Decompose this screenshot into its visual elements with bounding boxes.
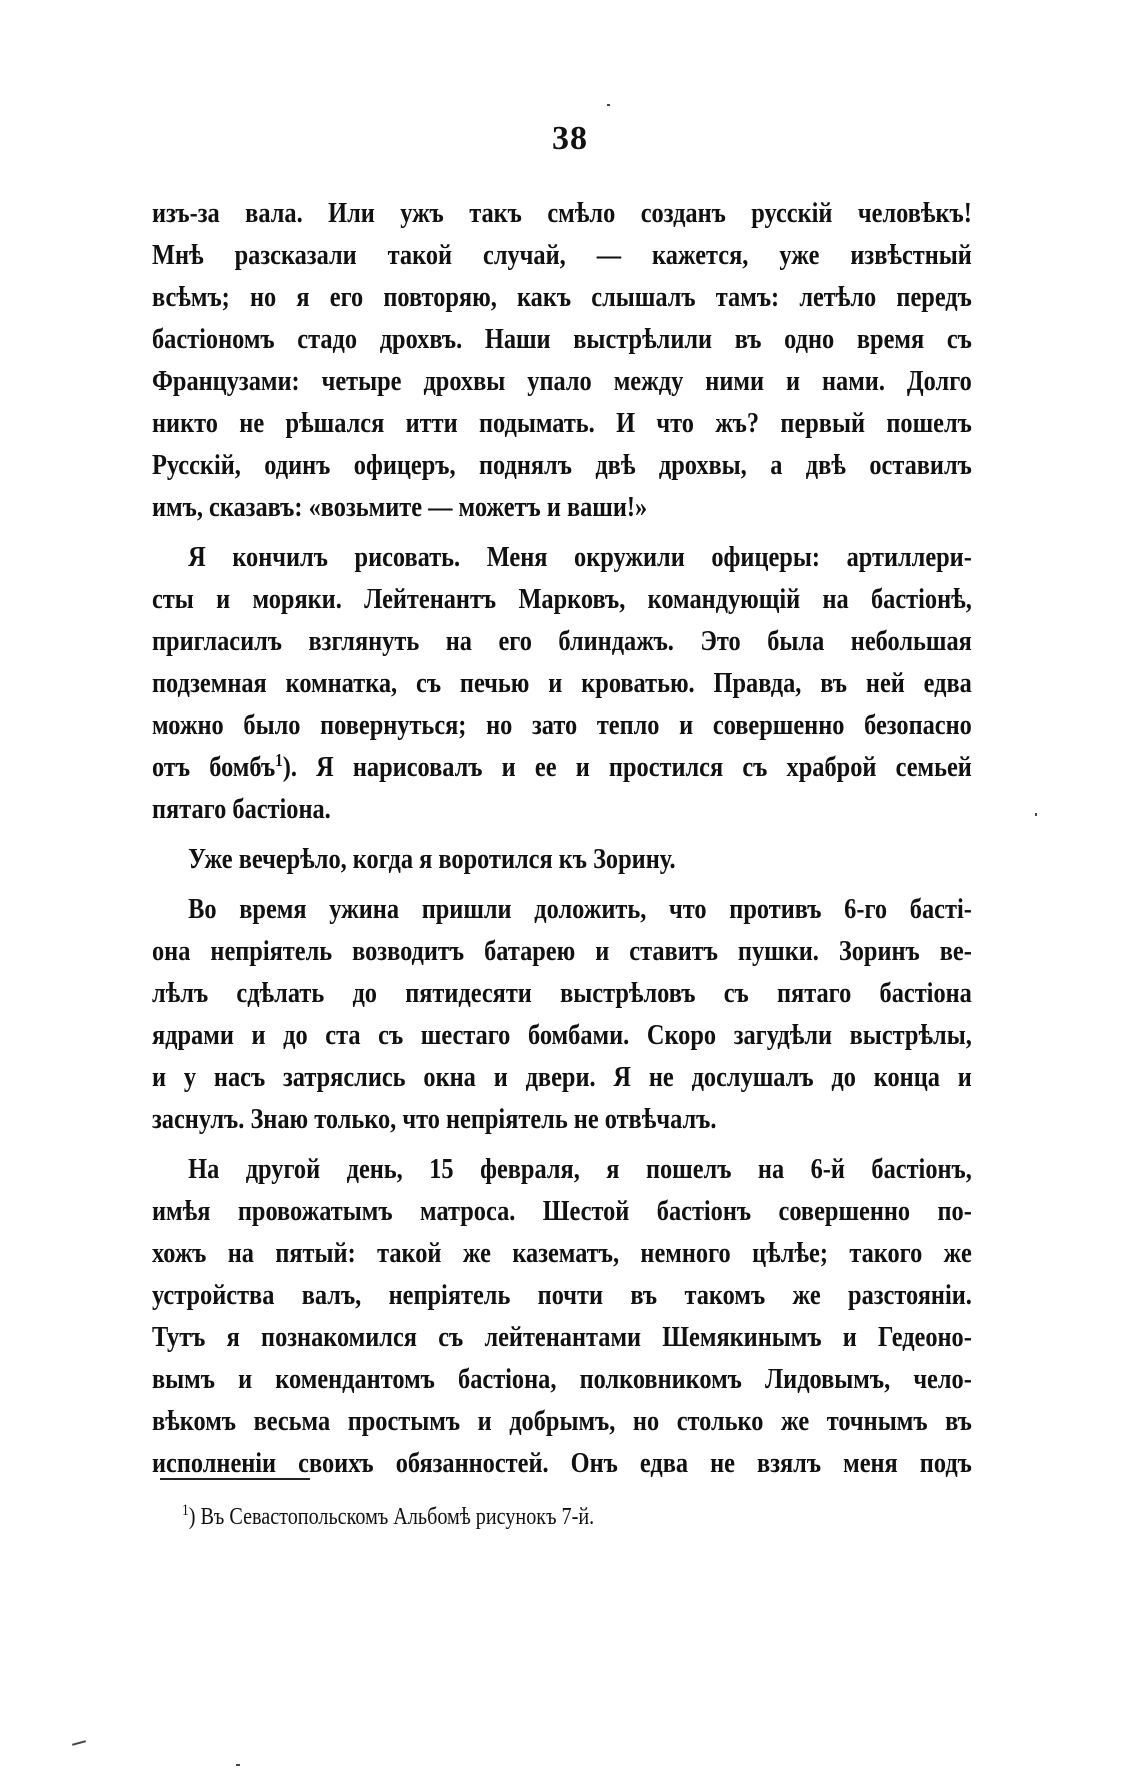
text-line-content: ядрами и до ста съ шестаго бомбами. Скоро загудѣли выстрѣлы,	[152, 1019, 972, 1051]
text-line	[152, 234, 972, 276]
text-line	[152, 1056, 972, 1098]
text-line	[152, 788, 972, 830]
text-line	[152, 1014, 972, 1056]
text-line	[152, 1316, 972, 1358]
scan-speck	[1035, 813, 1037, 816]
text-line	[152, 360, 972, 402]
text-line	[152, 1148, 972, 1190]
text-line	[152, 746, 972, 788]
text-line-content: имъ, сказавъ: «возьмите — можетъ и ваши!»	[152, 491, 648, 523]
text-line	[152, 1232, 972, 1274]
paragraph-gap	[152, 528, 972, 536]
text-line-content: Я кончилъ рисовать. Меня окружили офицеры: артиллери-	[188, 541, 972, 573]
text-line-content: лѣлъ сдѣлать до пятидесяти выстрѣловъ съ пятаго бастіона	[152, 977, 972, 1009]
paragraph-gap	[152, 830, 972, 838]
footnote-text: ) Въ Севастопольскомъ Альбомѣ рисунокъ 7-й.	[188, 1504, 595, 1530]
text-line-content: Во время ужина пришли доложить, что противъ 6-го басті-	[188, 893, 972, 925]
text-line-continuation: ). Я нарисовалъ и ее и простился съ храброй семьей	[282, 751, 972, 783]
text-line-content: она непріятель возводитъ батарею и ставитъ пушки. Зоринъ ве-	[152, 935, 972, 967]
scan-speck	[236, 1764, 240, 1766]
footnote	[182, 1504, 594, 1531]
text-line	[152, 662, 972, 704]
text-line	[152, 972, 972, 1014]
text-line-content: устройства валъ, непріятель почти въ такомъ же разстояніи.	[152, 1279, 972, 1311]
page-number: 38	[552, 120, 588, 157]
text-line-content: можно было повернуться; но зато тепло и совершенно безопасно	[152, 709, 972, 741]
text-line-content: бастіономъ стадо дрохвъ. Наши выстрѣлили въ одно время съ	[152, 323, 972, 355]
text-line	[152, 276, 972, 318]
text-line	[152, 1098, 972, 1140]
text-line	[152, 578, 972, 620]
text-line-content: имѣя провожатымъ матроса. Шестой бастіонъ совершенно по-	[152, 1195, 972, 1227]
text-line	[152, 1190, 972, 1232]
text-line-content: хожъ на пятый: такой же казематъ, немного цѣлѣе; такого же	[152, 1237, 972, 1269]
text-line-content: отъ бомбъ	[152, 751, 276, 783]
text-line-content: Уже вечерѣло, когда я воротился къ Зорину.	[188, 843, 676, 875]
text-line-content: Французами: четыре дрохвы упало между ними и нами. Долго	[152, 365, 972, 397]
footnote-divider	[160, 1478, 310, 1480]
text-line	[152, 444, 972, 486]
footnote-reference: 1	[275, 750, 283, 770]
text-line	[152, 888, 972, 930]
text-line	[152, 620, 972, 662]
body-text	[152, 192, 972, 1484]
text-line-content: сты и моряки. Лейтенантъ Марковъ, командующій на бастіонѣ,	[152, 583, 972, 615]
scan-speck	[607, 104, 610, 106]
text-line-content: и у насъ затряслись окна и двери. Я не дослушалъ до конца и	[152, 1061, 972, 1093]
text-line	[152, 838, 972, 880]
text-line	[152, 930, 972, 972]
paragraph-gap	[152, 1140, 972, 1148]
text-line-content: подземная комнатка, съ печью и кроватью. Правда, въ ней едва	[152, 667, 972, 699]
text-line	[152, 318, 972, 360]
text-line-content: никто не рѣшался итти подымать. И что жъ? первый пошелъ	[152, 407, 972, 439]
text-line-content: изъ-за вала. Или ужъ такъ смѣло созданъ русскій человѣкъ!	[152, 197, 972, 229]
text-line-content: Русскій, одинъ офицеръ, поднялъ двѣ дрохвы, а двѣ оставилъ	[152, 449, 972, 481]
text-line-content: пятаго бастіона.	[152, 793, 331, 825]
text-line	[152, 536, 972, 578]
text-line-content: всѣмъ; но я его повторяю, какъ слышалъ тамъ: летѣло передъ	[152, 281, 972, 313]
text-line-content: пригласилъ взглянуть на его блиндажъ. Это была небольшая	[152, 625, 972, 657]
text-line-content: На другой день, 15 февраля, я пошелъ на 6-й бастіонъ,	[188, 1153, 972, 1185]
paragraph-gap	[152, 880, 972, 888]
text-line	[152, 192, 972, 234]
text-line-content: исполненіи своихъ обязанностей. Онъ едва не взялъ меня подъ	[152, 1447, 972, 1479]
scan-speck	[72, 1740, 86, 1746]
text-line	[152, 1358, 972, 1400]
text-line	[152, 1400, 972, 1442]
text-line-content: Тутъ я познакомился съ лейтенантами Шемякинымъ и Гедеоно-	[152, 1321, 972, 1353]
footnote-marker: 1	[182, 1502, 189, 1519]
text-line	[152, 1274, 972, 1316]
text-line	[152, 486, 972, 528]
text-line	[152, 704, 972, 746]
text-line-content: вымъ и комендантомъ бастіона, полковникомъ Лидовымъ, чело-	[152, 1363, 972, 1395]
text-line-content: Мнѣ разсказали такой случай, — кажется, уже извѣстный	[152, 239, 972, 271]
text-line-content: вѣкомъ весьма простымъ и добрымъ, но столько же точнымъ въ	[152, 1405, 972, 1437]
text-line-content: заснулъ. Знаю только, что непріятель не отвѣчалъ.	[152, 1103, 717, 1135]
text-line	[152, 402, 972, 444]
